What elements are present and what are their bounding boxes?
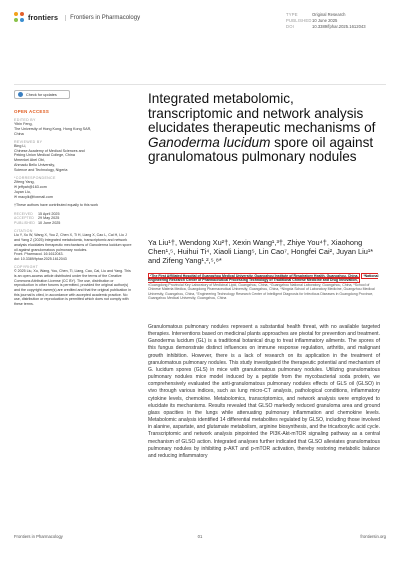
author-list: Ya Liu¹†, Wendong Xu²†, Xexin Wang¹,³†, Zhiye You⁴†, Xiaohong Chen¹,⁵, Huihui Ti⁴, Xiaoli Liang⁵, Lin Cao⁷, Hongfei Cai², Juyan Liu¹* and Zifeng Yang¹,²,⁵,⁸* xyxy=(148,238,374,266)
title-part: Integrated metabolomic, transcriptomic and network analysis elucidates therapeutic mechanisms of xyxy=(148,91,376,136)
reviewed-by-line: Ahmadu Bello University, xyxy=(14,163,55,168)
journal-header xyxy=(14,12,386,56)
title-part: spore oil against granulomatous pulmonary nodules xyxy=(148,134,374,165)
affiliation-text: ³Guangdong Provincial Key Laboratory of Medicinal Lipid, Guangzhou, China, ⁴Guangzhou National Laboratory, Guangzhou, China, ⁵School of Chinese Materia Medica, Guangdong Pharmaceutical University, Guangzhou, China, ⁶Ningxia School of Laboratory Medicine, Guangzhou Medical University, Guangzhou, China, ⁷Engineering Technology Research Center of Intelligent Diagnosis for Infectious Diseases in Guangdong Province, Guangzhou Medical University, Guangzhou, China xyxy=(148,282,375,301)
received-date: 15 April 2025 xyxy=(38,211,60,216)
frontiers-logo[interactable] xyxy=(14,12,140,23)
accepted-label: ACCEPTED xyxy=(14,216,35,221)
correspondence-line: Juyan Liu, xyxy=(14,189,31,194)
affiliations xyxy=(148,274,380,300)
correspondence-line: Zifeng Yang, xyxy=(14,180,35,185)
accepted-date: 29 May 2025 xyxy=(38,216,60,221)
abstract-text: Granulomatous pulmonary nodules represent a substantial health threat, with no available targeted therapies. Interventions based on medicinal plants approaches are pivotal for prevention and treatment. Ganoderma lucidum (GL) is a traditional botanical drug to treat inflammatory ailments. The spores of this fungus demonstrate distinct influences on immune response regulation, arthritis, and malignant growth inhibition. However, there is a lack of research on its application in the treatment of granulomatous pulmonary nodules. This study investigated the therapeutic potential and mechanism of G. lucidum spores (GLS) in mice with granulomatous pulmonary nodules. Utilizing granulomatous pulmonary nodules mice model induced by a peptide from the mycobacterial soda protein, we comprehensively evaluated the anti-granulomatous pulmonary nodules effects of GLS oil (GLSO) in vivo through various indices, such as lung micro-CT analysis, pathological conditions, inflammatory cytokine levels, chemokine. Metabolomics, transcriptomics, and network analysis were employed to elucidate its mechanisms. Results revealed that GLSO markedly reduced granuloma area and ground glass opacities in the lungs while attenuating pulmonary inflammation and chemokine levels. Metabolomic analysis identified 14 differential metabolites regulated by GLSO, including those involved in alanine, aspartate, and glutamate metabolism, arginine biosynthesis, and the tricarboxylic acid cycle. Transcriptomic and network analysis pinpointed the PI3K-Akt-mTOR signaling pathway as a central mechanism of GLSO action. Integrated analyses further indicated that GLSO alleviates granulomatous pulmonary nodules by inhibiting p-AKT and p-mTOR activation, thereby restoring metabolic balance and reducing inflammatory xyxy=(148,324,380,459)
logo-dot xyxy=(14,12,18,16)
meta-doi-link[interactable]: 10.3389/fphar.2025.1612043 xyxy=(312,24,366,29)
article-sidebar xyxy=(14,90,132,307)
reviewed-by-line: Peking Union Medical College, China xyxy=(14,153,75,158)
meta-type-label: TYPE xyxy=(286,12,298,17)
reviewed-by-line: Chinese Academy of Medical Sciences and xyxy=(14,148,85,153)
published-label: PUBLISHED xyxy=(14,221,36,226)
edited-by-line: Yibin Feng, xyxy=(14,122,33,126)
article-meta xyxy=(286,12,366,30)
correspondence-label: *CORRESPONDENCE xyxy=(14,176,56,181)
title-species: Ganoderma lucidum xyxy=(148,134,271,150)
reviewed-by-label: REVIEWED BY xyxy=(14,139,43,144)
meta-published-label: PUBLISHED xyxy=(286,18,312,23)
article-title xyxy=(148,92,380,165)
open-access-badge: OPEN ACCESS xyxy=(14,109,50,114)
affiliation-text: ¹The First Affiliated Hospital of Guangzhou Medical University, Guangzhou Institute of Respiratory Health, Guangzhou, China, xyxy=(150,274,359,278)
reviewed-by-line: Bing Li, xyxy=(14,143,27,148)
correspondence-email-link[interactable]: ✉ jeffyah@163.com xyxy=(14,184,47,189)
page-footer xyxy=(14,534,386,542)
citation-label: CITATION xyxy=(14,229,33,234)
citation-journal: Front. Pharmacol. 16:1612043. xyxy=(14,252,64,257)
correspondence-email-link[interactable]: ✉ macylk@foxmail.com xyxy=(14,194,54,199)
footer-site-link[interactable]: frontiersin.org xyxy=(360,534,386,539)
published-date: 10 June 2025 xyxy=(38,221,61,226)
meta-published-value: 10 June 2025 xyxy=(312,18,338,23)
footer-journal: Frontiers in Pharmacology xyxy=(14,534,63,539)
journal-name: Frontiers in Pharmacology xyxy=(65,15,140,21)
dates-block xyxy=(14,212,132,226)
edited-by-line: China xyxy=(14,131,24,136)
brand-name: frontiers xyxy=(28,13,59,22)
citation-text: Liu Y, Xu W, Wang X, You Z, Chen X, Ti H, Liang X, Cao L, Cai H, Liu J and Yang Z (2025) Integrated metabolomic, transcriptomic and network analysis elucidates therapeutic mechanisms of Ganoderma lucidum spore oil against granulomatous pulmonary nodules. xyxy=(14,233,132,252)
meta-type-value: Original Research xyxy=(312,12,346,17)
citation-doi-link[interactable]: doi: 10.3389/fphar.2025.1612043 xyxy=(14,256,67,261)
reviewed-by-line: Mmenkei Abel Obi, xyxy=(14,158,45,163)
check-updates-label: Check for updates xyxy=(26,92,57,97)
received-label: RECEIVED xyxy=(14,211,33,216)
check-updates-icon xyxy=(18,92,23,97)
meta-doi-label: DOI xyxy=(286,24,295,29)
footer-page-number: 01 xyxy=(197,534,203,539)
logo-dot xyxy=(20,18,24,22)
header-divider xyxy=(14,84,386,85)
logo-dot xyxy=(14,18,18,22)
logo-dot xyxy=(20,12,24,16)
copyright-text: © 2025 Liu, Xu, Wang, You, Chen, Ti, Liang, Cao, Cai, Liu and Yang. This is an open-access article distributed under the terms of the Creative Commons Attribution License (CC BY). The use, distribution or reproduction in other forums is permitted, provided the original author(s) and the copyright owner(s) are credited and that the original publication in this journal is cited, in accordance with accepted academic practice. No use, distribution or reproduction is permitted which does not comply with these terms. xyxy=(14,269,132,307)
edited-by-label: EDITED BY xyxy=(14,118,36,122)
frontiers-logo-icon xyxy=(14,12,25,23)
check-for-updates-button[interactable] xyxy=(14,90,70,99)
copyright-label: COPYRIGHT xyxy=(14,265,39,270)
reviewed-by-line: Science and Technology, Nigeria xyxy=(14,167,68,172)
edited-by-line: The University of Hong Kong, Hong Kong SAR, xyxy=(14,126,92,131)
equal-contribution-note: †These authors have contributed equally to this work xyxy=(14,202,99,207)
affiliation-text: ²National Engineering Research Center of Pharmaceutical Processing Technology of Traditional Chinese Medicine and Drug Innovation, xyxy=(148,274,379,283)
